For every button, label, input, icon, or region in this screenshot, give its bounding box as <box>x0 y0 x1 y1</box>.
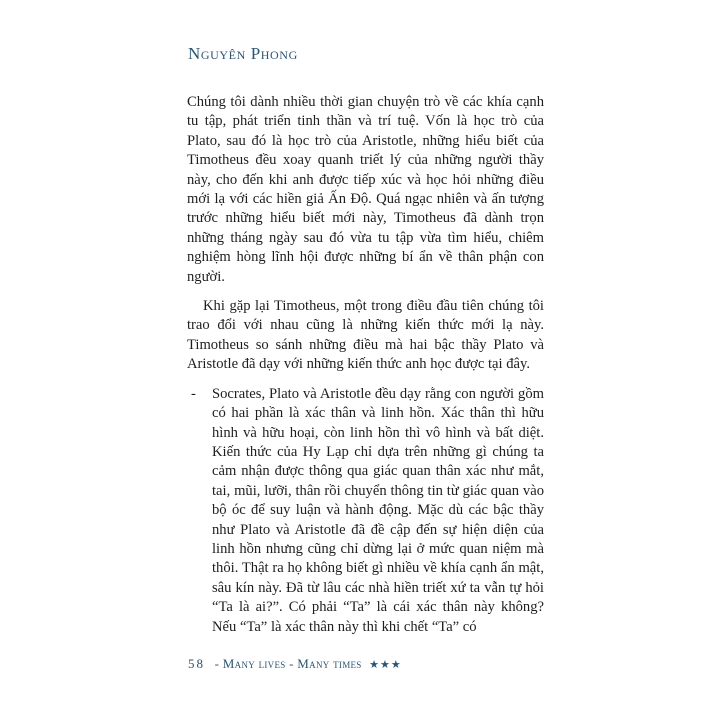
bullet-text: Socrates, Plato và Aristotle đều dạy rằng con người gồm có hai phần là xác thân và linh hồn. Xác thân thì hữu hình và hữu hoại, còn linh hồn thì vô hình và bất diệt. Kiến thức của Hy Lạp chỉ dựa trên những gì chúng ta cảm nhận được thông qua giác quan thân xác như mắt, tai, mũi, lưỡi, thân rồi chuyển thông tin từ giác quan vào bộ óc để suy luận và hành động. Mặc dù các bậc thầy như Plato và Aristotle đã đề cập đến sự hiện diện của linh hồn nhưng cũng chỉ dừng lại ở mức quan niệm mà thôi. Thật ra họ không biết gì nhiều về khía cạnh ẩn mật, sâu kín này. Đã từ lâu các nhà hiền triết xứ ta vẫn tự hỏi “Ta là ai?”. Có phải “Ta” là cái xác thân này không? Nếu “Ta” là xác thân này thì khi chết “Ta” có <box>212 385 544 635</box>
running-head-author: Nguyên Phong <box>188 44 298 63</box>
body-text <box>187 93 544 637</box>
star-icons: ★★★ <box>369 658 402 671</box>
bullet-marker: - <box>191 385 196 402</box>
footer-separator: - <box>214 656 220 671</box>
page-footer <box>188 656 402 672</box>
book-title: Many lives - Many times <box>222 656 362 671</box>
paragraph-2: Khi gặp lại Timotheus, một trong điều đầu tiên chúng tôi trao đổi với nhau cũng là những kiến thức mới lạ này. Timotheus so sánh những điều mà hai bậc thầy Plato và Aristotle đã dạy với những kiến thức anh học được tại đây. <box>187 298 544 373</box>
page-number: 58 <box>188 656 205 671</box>
paragraph-1: Chúng tôi dành nhiều thời gian chuyện trò về các khía cạnh tu tập, phát triển tinh thần và trí tuệ. Vốn là học trò của Plato, sau đó là học trò của Aristotle, những hiểu biết của Timotheus đều xoay quanh triết lý của những người thầy này, cho đến khi anh được tiếp xúc và học hỏi những điều mới lạ với các hiền giả Ấn Độ. Quá ngạc nhiên và ấn tượng trước những hiểu biết mới này, Timotheus đã dành trọn những tháng ngày sau đó vừa tu tập vừa tìm hiểu, chiêm nghiệm hòng lĩnh hội được những bí ẩn về thân phận con người. <box>187 94 544 285</box>
bullet-item <box>187 385 544 637</box>
